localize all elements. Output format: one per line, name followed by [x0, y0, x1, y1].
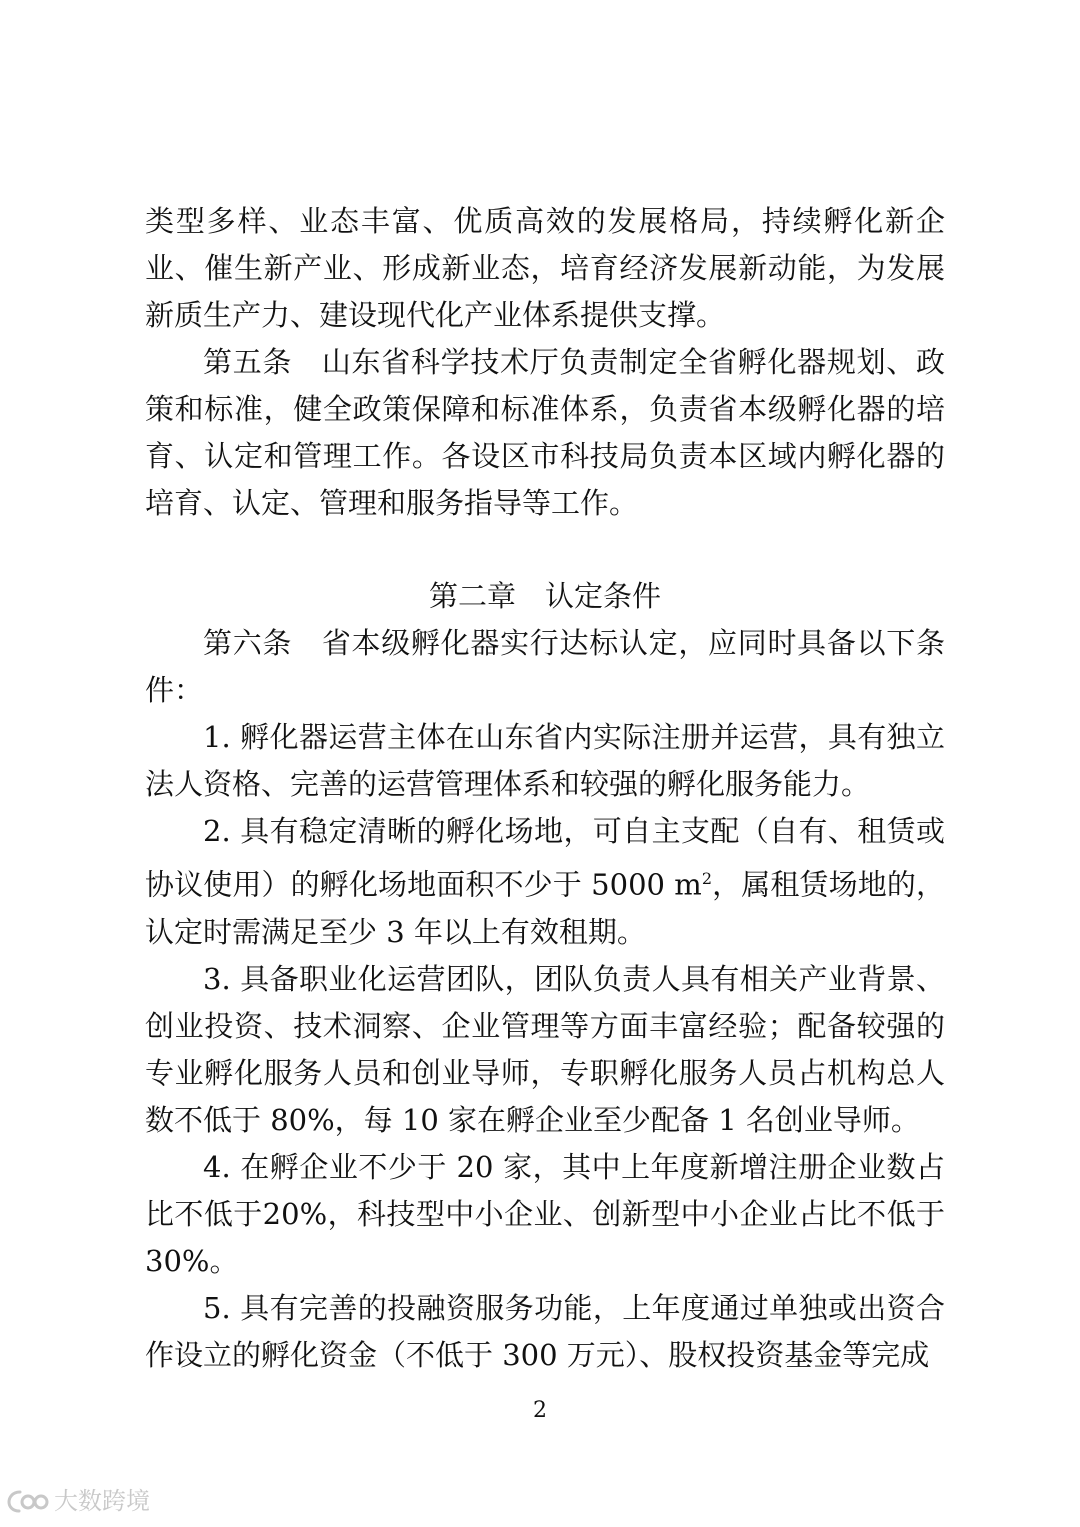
condition-item-2-text-end: ，属租赁场地的，认定时需满足至少 3 年以上有效租期。 [145, 867, 945, 949]
condition-item-1: 1. 孵化器运营主体在山东省内实际注册并运营，具有独立法人资格、完善的运营管理体系和较强的孵化服务能力。 [145, 720, 945, 801]
condition-item-2-text: 2. 具有稳定清晰的孵化场地，可自主支配（自有、租赁或协议使用）的孵化场地面积不少于 5000 m [145, 814, 945, 902]
condition-item-2 [145, 808, 945, 956]
article-five: 第五条 山东省科学技术厅负责制定全省孵化器规划、政策和标准，健全政策保障和标准体系，负责省本级孵化器的培育、认定和管理工作。各设区市科技局负责本区域内孵化器的培育、认定、管理和服务指导等工作。 [145, 345, 945, 520]
condition-item-5: 5. 具有完善的投融资服务功能，上年度通过单独或出资合作设立的孵化资金（不低于 300 万元）、股权投资基金等完成 [145, 1290, 945, 1372]
chapter-heading: 第二章 认定条件 [428, 579, 661, 613]
page-number: 2 [533, 1398, 547, 1423]
area-unit-superscript: 2 [701, 869, 712, 888]
condition-item-4: 4. 在孵企业不少于 20 家，其中上年度新增注册企业数占比不低于20%，科技型中小企业、创新型中小企业占比不低于30%。 [145, 1149, 945, 1278]
watermark [6, 1486, 150, 1516]
paragraph-continuation: 类型多样、业态丰富、优质高效的发展格局，持续孵化新企业、催生新产业、形成新业态，培育经济发展新动能，为发展新质生产力、建设现代化产业体系提供支撑。 [145, 204, 945, 332]
brand-logo-icon [6, 1488, 50, 1514]
article-six: 第六条 省本级孵化器实行达标认定，应同时具备以下条件： [145, 626, 945, 707]
watermark-text: 大数跨境 [54, 1487, 150, 1515]
condition-item-3: 3. 具备职业化运营团队，团队负责人具有相关产业背景、创业投资、技术洞察、企业管理等方面丰富经验；配备较强的专业孵化服务人员和创业导师，专职孵化服务人员占机构总人数不低于 80%，每 10 家在孵企业至少配备 1 名创业导师。 [145, 961, 945, 1137]
page-body [145, 198, 945, 1379]
